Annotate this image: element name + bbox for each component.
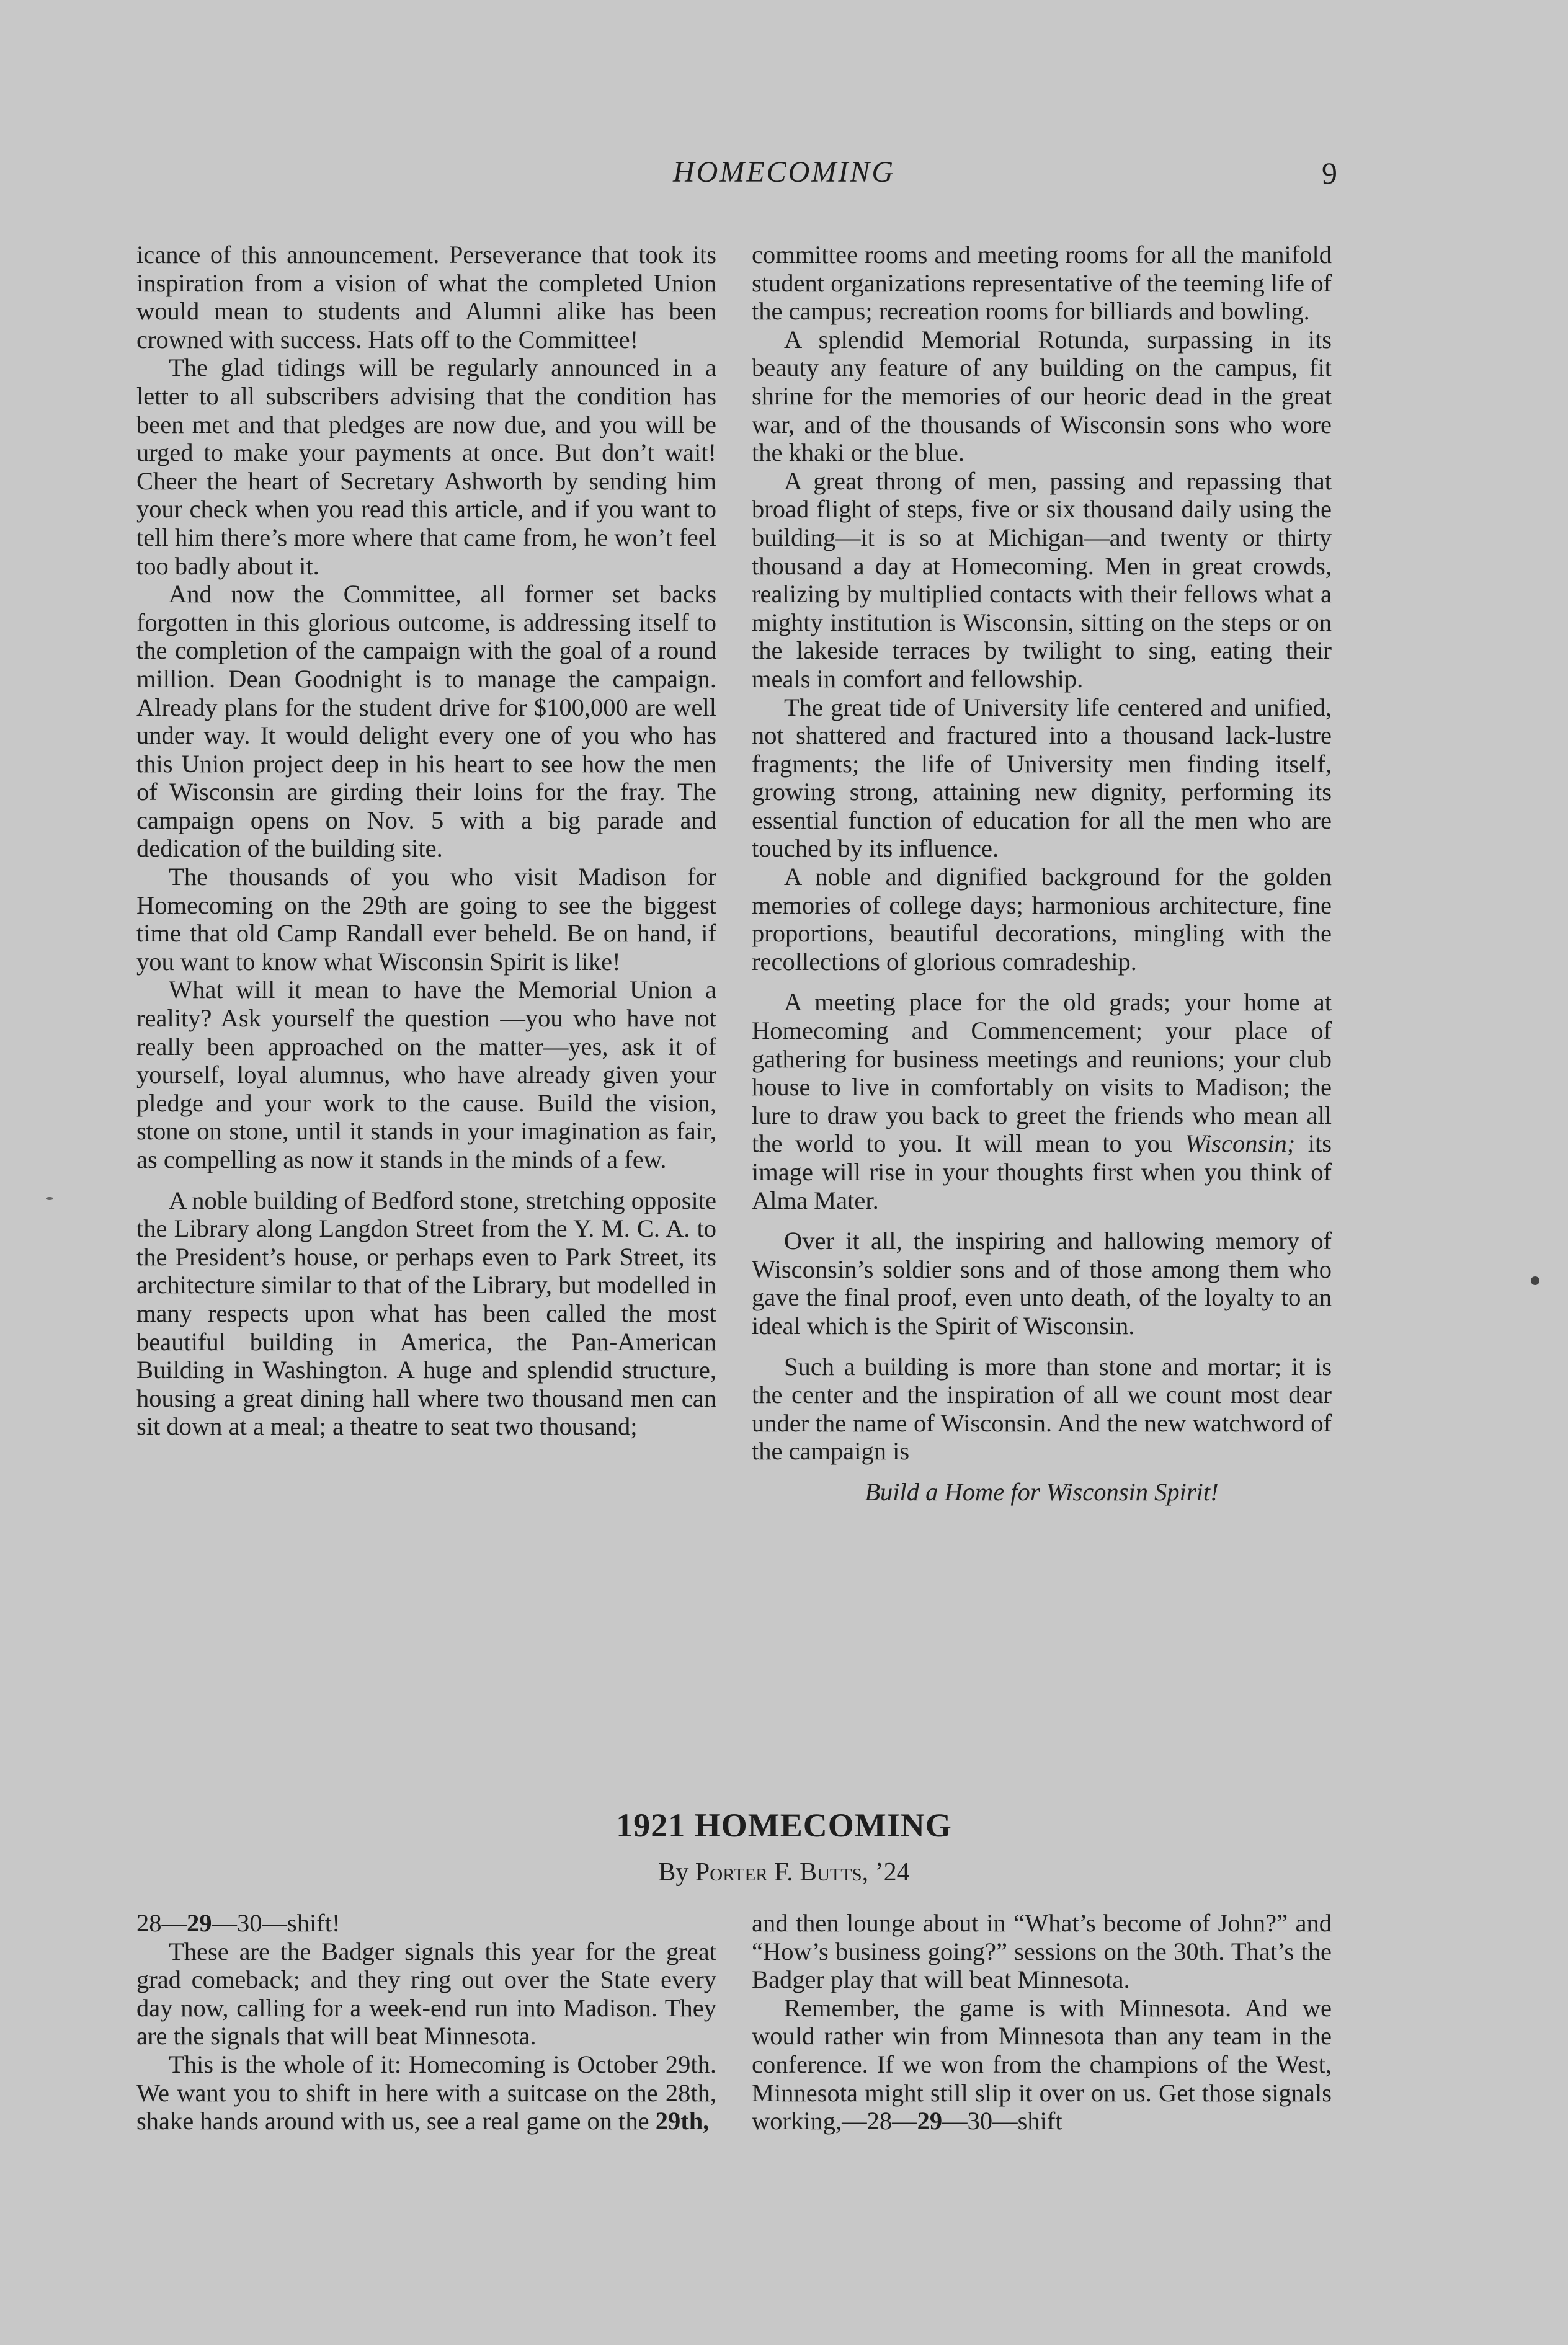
paragraph: A noble building of Bedford stone, stretching opposite the Library along Langdon Street from the Y. M. C. A. to the President’s house, or perhaps even to Park Street, its architecture similar to that of the Library, but modelled in many respects upon what has been called the most beautiful building in America, the Pan-American Building in Washington. A huge and splendid structure, housing a great dining hall where two thousand men can sit down at a meal; a theatre to seat two thousand;: [136, 1186, 716, 1441]
signal-post: —30—shift!: [212, 1909, 341, 1937]
paragraph: Such a building is more than stone and mortar; it is the center and the inspiration of all we count most dear under the name of Wisconsin. And the new watchword of the campaign is: [752, 1352, 1332, 1466]
text-run: A meeting place for the old grads; your home at Homecoming and Commencement; your place of gathering for business meetings and reunions; your club house to live in comfortably on visits to Madison; the lure to draw you back to greet the friends who mean all the world to you. It will mean to you: [752, 988, 1332, 1158]
ink-speck: [1531, 1276, 1539, 1285]
paragraph: A great throng of men, passing and repassing that broad flight of steps, five or six thousand daily using the building—it is so at Michigan—and twenty or thirty thousand a day at Homecoming. Men in great crowds, realizing by multiplied contacts with their fellows what a mighty institution is Wisconsin, sitting on the steps or on the lakeside terraces by twilight to sing, eating their meals in comfort and fellowship.: [752, 466, 1332, 693]
paragraph: A noble and dignified background for the golden memories of college days; harmonious architecture, fine proportions, beautiful decorations, mingling with the recollections of glorious comradeship.: [752, 863, 1332, 976]
bold-date: 29th,: [655, 2107, 710, 2135]
paragraph: [136, 2050, 716, 2135]
text-run: its image will rise in your thoughts first when you think of Alma Mater.: [752, 1129, 1332, 1214]
article-title: 1921 HOMECOMING: [616, 1807, 952, 1844]
paragraph: and then lounge about in “What’s become of John?” and “How’s business going?” sessions on the 30th. That’s the Badger play that will beat Minnesota.: [752, 1909, 1332, 1994]
paragraph: Over it all, the inspiring and hallowing memory of Wisconsin’s soldier sons and of those among them who gave the final proof, even unto death, of the loyalty to an ideal which is the Spirit of Wisconsin.: [752, 1227, 1332, 1340]
ink-speck: [46, 1197, 53, 1200]
article-column-left: [136, 241, 716, 1441]
paragraph: The great tide of University life centered and unified, not shattered and fractured into a thousand lack-lustre fragments; the life of University men finding itself, growing strong, attaining new dignity, performing its essential function of education for all the men who are touched by its influence.: [752, 693, 1332, 863]
paragraph: [752, 988, 1332, 1214]
byline-year: , ’24: [862, 1858, 910, 1887]
byline: [0, 1858, 1568, 1887]
text-run: Remember, the game is with Minnesota. And we would rather win from Minnesota than any team in the conference. If we won from the champions of the West, Minnesota might still slip it over on us. Get those signals working,—28—: [752, 1993, 1332, 2135]
byline-prefix: By: [658, 1858, 689, 1887]
italic-emphasis: Wisconsin;: [1185, 1129, 1296, 1158]
running-title: HOMECOMING: [673, 156, 895, 189]
paragraph: icance of this announcement. Perseverance that took its inspiration from a vision of what the completed Union would mean to students and Alumni alike has been crowned with success. Hats off to the Committee!: [136, 241, 716, 354]
paragraph: [136, 1909, 716, 1938]
page-number: 9: [1322, 156, 1337, 190]
signal-pre: 28—: [136, 1909, 187, 1937]
paragraph: And now the Committee, all former set backs forgotten in this glorious outcome, is addressing itself to the completion of the campaign with the goal of a round million. Dean Goodnight is to manage the campaign. Already plans for the student drive for $100,000 are well under way. It would delight every one of you who has this Union project deep in his heart to see how the men of Wisconsin are girding their loins for the fray. The campaign opens on Nov. 5 with a big parade and dedication of the building site.: [136, 580, 716, 863]
signal-bold: 29: [187, 1909, 212, 1937]
campaign-tagline: Build a Home for Wisconsin Spirit!: [865, 1477, 1219, 1506]
paragraph: These are the Badger signals this year for the great grad comeback; and they ring out over the State every day now, calling for a week-end run into Madison. They are the signals that will beat Minnesota.: [136, 1937, 716, 2050]
article2-column-left: [136, 1909, 716, 2135]
paragraph: committee rooms and meeting rooms for all the manifold student organizations representative of the teeming life of the campus; recreation rooms for billiards and bowling.: [752, 241, 1332, 326]
article-column-right: [752, 241, 1332, 1506]
paragraph: What will it mean to have the Memorial Union a reality? Ask yourself the question —you who have not really been approached on the matter—yes, ask it of yourself, loyal alumnus, who have already given your pledge and your work to the cause. Build the vision, stone on stone, until it stands in your imagination as fair, as compelling as now it stands in the minds of a few.: [136, 976, 716, 1173]
article2-column-right: [752, 1909, 1332, 2135]
signal-bold: 29: [917, 2107, 943, 2135]
running-head: [0, 155, 1568, 198]
byline-author: Porter F. Butts: [695, 1858, 862, 1887]
paragraph: A splendid Memorial Rotunda, surpassing in its beauty any feature of any building on the campus, fit shrine for the memories of our heoric dead in the great war, and of the thousands of Wisconsin sons who wore the khaki or the blue.: [752, 325, 1332, 467]
paragraph: The thousands of you who visit Madison for Homecoming on the 29th are going to see the biggest time that old Camp Randall ever beheld. Be on hand, if you want to know what Wisconsin Spirit is like!: [136, 863, 716, 976]
paragraph: The glad tidings will be regularly announced in a letter to all subscribers advising that the condition has been met and that pledges are now due, and you will be urged to make your payments at once. But don’t wait! Cheer the heart of Secretary Ashworth by sending him your check when you read this article, and if you want to tell him there’s more where that came from, he won’t feel too badly about it.: [136, 354, 716, 580]
text-run: —30—shift: [942, 2107, 1062, 2135]
text-run: This is the whole of it: Homecoming is October 29th. We want you to shift in here with a suitcase on the 28th, shake hands around with us, see a real game on the: [136, 2050, 716, 2135]
paragraph: [752, 1994, 1332, 2135]
